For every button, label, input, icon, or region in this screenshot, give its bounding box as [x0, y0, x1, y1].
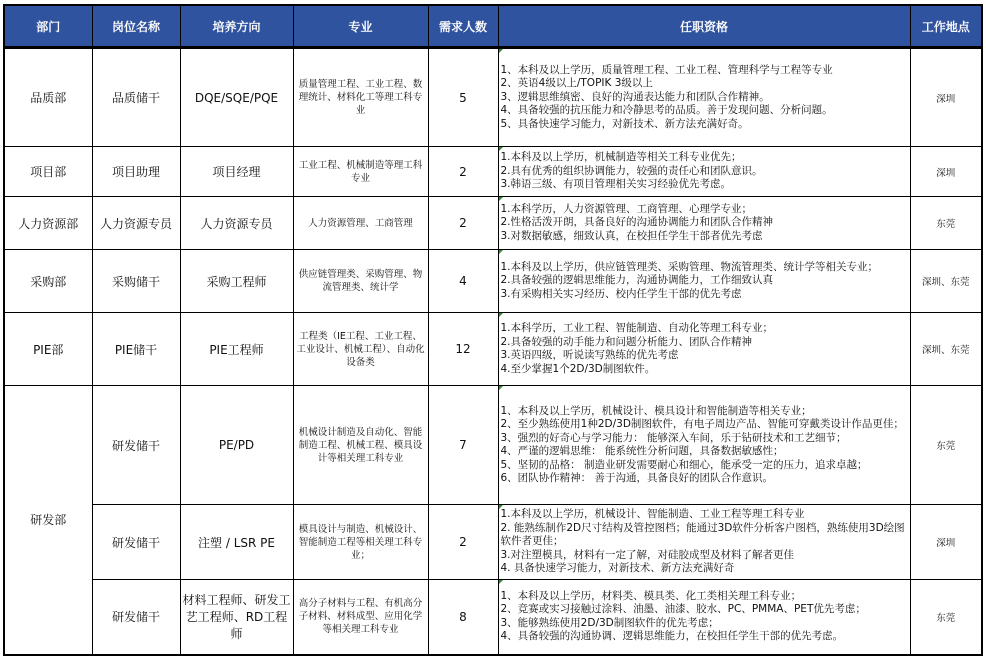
table-row: [4, 147, 982, 197]
direction-cell[interactable]: 材料工程师、研发工艺工程师、RD工程师: [180, 580, 293, 655]
location-cell[interactable]: 深圳、东莞: [910, 313, 982, 386]
location-cell[interactable]: 东莞: [910, 580, 982, 655]
qualification-line: 2、英语4级以上/TOPIK 3级以上: [500, 77, 653, 90]
count-cell[interactable]: 5: [428, 48, 498, 147]
qualification-line: 6、团队协作精神： 善于沟通，具备良好的团队合作意识。: [500, 472, 774, 484]
qualification-line: 4、具备较强的抗压能力和冷静思考的品质。善于发现问题、分析问题。: [500, 104, 833, 117]
qualification-line: 4. 具备快速学习能力，对新技术、新方法充满好奇: [500, 562, 735, 575]
qualifications-cell[interactable]: [498, 313, 910, 386]
position-cell[interactable]: 采购储干: [92, 250, 180, 313]
qualification-line: 3.对数据敏感，细致认真，在校担任学生干部者优先考虑: [500, 229, 763, 242]
location-cell[interactable]: 东莞: [910, 197, 982, 250]
position-cell[interactable]: 研发储干: [92, 505, 180, 580]
count-cell[interactable]: 2: [428, 505, 498, 580]
position-cell[interactable]: 研发储干: [92, 386, 180, 505]
table-row: [4, 386, 982, 505]
header-department[interactable]: 部门: [4, 5, 92, 48]
direction-cell[interactable]: 注塑 / LSR PE: [180, 505, 293, 580]
qualification-line: 1.本科学历，工业工程、智能制造、自动化等理工科专业；: [500, 322, 774, 334]
major-cell[interactable]: 模具设计与制造、机械设计、智能制造工程等相关理工科专业；: [293, 505, 428, 580]
qualification-line: 3.韩语三级、有项目管理相关实习经验优先考虑。: [500, 178, 732, 191]
qualification-line: 2. 能熟练制作2D尺寸结构及管控图档；能通过3D软件分析客户图档，熟练使用3D绘图软件者更佳；: [500, 521, 905, 548]
qualification-line: 2、竞赛或实习接触过涂料、油墨、油漆、胶水、PC、PMMA、PET优先考虑；: [500, 603, 866, 616]
position-cell[interactable]: 项目助理: [92, 147, 180, 197]
location-cell[interactable]: 深圳、东莞: [910, 250, 982, 313]
department-cell[interactable]: 研发部: [4, 386, 92, 655]
major-cell[interactable]: 高分子材料与工程、有机高分子材料、材料成型、应用化学等相关理工科专业: [293, 580, 428, 655]
qualification-line: 3.对注塑模具，材料有一定了解，对硅胶成型及材料了解者更佳: [500, 548, 795, 561]
header-major[interactable]: 专业: [293, 5, 428, 48]
qualification-line: 3.英语四级，听说读写熟练的优先考虑: [500, 349, 679, 361]
major-cell[interactable]: 人力资源管理、工商管理: [293, 197, 428, 250]
header-position[interactable]: 岗位名称: [92, 5, 180, 48]
direction-cell[interactable]: 采购工程师: [180, 250, 293, 313]
department-cell[interactable]: 采购部: [4, 250, 92, 313]
department-cell[interactable]: PIE部: [4, 313, 92, 386]
qualification-line: 4.至少掌握1个2D/3D制图软件。: [500, 362, 656, 375]
qualification-line: 1.本科及以上学历，供应链管理类、采购管理、物流管理类、统计学等相关专业；: [500, 260, 879, 273]
qualification-line: 1、本科及以上学历，机械设计、模具设计和智能制造等相关专业；: [500, 404, 812, 417]
count-cell[interactable]: 7: [428, 386, 498, 505]
header-qualifications[interactable]: 任职资格: [498, 5, 910, 48]
location-cell[interactable]: 深圳: [910, 147, 982, 197]
qualification-line: 1.本科及以上学历，机械制造等相关工科专业优先；: [500, 151, 742, 164]
position-cell[interactable]: 人力资源专员: [92, 197, 180, 250]
qualification-line: 3、强烈的好奇心与学习能力： 能够深入车间，乐于钻研技术和工艺细节；: [500, 431, 847, 444]
qualification-line: 1、本科及以上学历，质量管理工程、工业工程、管理科学与工程等专业: [500, 63, 833, 76]
qualification-line: 5、具备快速学习能力，对新技术、新方法充满好奇。: [500, 117, 749, 130]
table-row: [4, 580, 982, 655]
direction-cell[interactable]: 项目经理: [180, 147, 293, 197]
qualifications-cell[interactable]: [498, 386, 910, 505]
department-cell[interactable]: 项目部: [4, 147, 92, 197]
qualification-line: 4、具备较强的沟通协调、逻辑思维能力，在校担任学生干部的优先考虑。: [500, 630, 844, 643]
qualification-line: 2.性格活泼开朗，具备良好的沟通协调能力和团队合作精神: [500, 216, 774, 229]
table-row: [4, 505, 982, 580]
count-cell[interactable]: 2: [428, 147, 498, 197]
qualifications-cell[interactable]: [498, 197, 910, 250]
department-cell[interactable]: 品质部: [4, 48, 92, 147]
qualification-line: 2.具备较强的逻辑思维能力，沟通协调能力，工作细致认真: [500, 274, 774, 287]
header-row: [4, 5, 982, 48]
qualifications-cell[interactable]: [498, 505, 910, 580]
position-cell[interactable]: PIE储干: [92, 313, 180, 386]
department-cell[interactable]: 人力资源部: [4, 197, 92, 250]
qualifications-cell[interactable]: [498, 250, 910, 313]
count-cell[interactable]: 4: [428, 250, 498, 313]
qualification-line: 1.本科学历，人力资源管理、工商管理、心理学专业；: [500, 202, 753, 215]
location-cell[interactable]: 东莞: [910, 386, 982, 505]
header-location[interactable]: 工作地点: [910, 5, 982, 48]
count-cell[interactable]: 2: [428, 197, 498, 250]
header-count[interactable]: 需求人数: [428, 5, 498, 48]
major-cell[interactable]: 工程类（IE工程、工业工程、工业设计、机械工程）、自动化设备类: [293, 313, 428, 386]
major-cell[interactable]: 工业工程、机械制造等理工科专业: [293, 147, 428, 197]
qualification-line: 5、坚韧的品格： 制造业研发需要耐心和细心，能承受一定的压力，追求卓越；: [500, 458, 868, 471]
qualification-line: 2、至少熟练使用1种2D/3D制图软件，有电子周边产品、智能可穿戴类设计作品更佳；: [500, 418, 904, 430]
table-row: [4, 250, 982, 313]
position-cell[interactable]: 研发储干: [92, 580, 180, 655]
direction-cell[interactable]: 人力资源专员: [180, 197, 293, 250]
count-cell[interactable]: 12: [428, 313, 498, 386]
recruitment-table: [3, 4, 983, 656]
direction-cell[interactable]: DQE/SQE/PQE: [180, 48, 293, 147]
table-row: [4, 313, 982, 386]
location-cell[interactable]: 深圳: [910, 505, 982, 580]
qualifications-cell[interactable]: [498, 580, 910, 655]
qualification-line: 3、逻辑思维缜密、良好的沟通表达能力和团队合作精神。: [500, 90, 770, 103]
qualifications-cell[interactable]: [498, 147, 910, 197]
qualification-line: 4、严谨的逻辑思维： 能系统性分析问题，具备数据敏感性；: [500, 445, 784, 457]
qualifications-cell[interactable]: [498, 48, 910, 147]
location-cell[interactable]: 深圳: [910, 48, 982, 147]
qualification-line: 1、本科及以上学历，材料类、模具类、化工类相关理工科专业；: [500, 589, 802, 602]
qualification-line: 2.具备较强的动手能力和问题分析能力、团队合作精神: [500, 335, 753, 348]
qualification-line: 2.具有优秀的组织协调能力，较强的责任心和团队意识。: [500, 164, 763, 177]
major-cell[interactable]: 质量管理工程、工业工程、数理统计、材料化工等理工科专业: [293, 48, 428, 147]
count-cell[interactable]: 8: [428, 580, 498, 655]
position-cell[interactable]: 品质储干: [92, 48, 180, 147]
qualification-line: 3.有采购相关实习经历、校内任学生干部的优先考虑: [500, 287, 742, 300]
qualification-line: 1.本科及以上学历，机械设计、智能制造、工业工程等理工科专业: [500, 508, 805, 521]
table-row: [4, 48, 982, 147]
header-direction[interactable]: 培养方向: [180, 5, 293, 48]
table-row: [4, 197, 982, 250]
major-cell[interactable]: 供应链管理类、采购管理、物流管理类、统计学: [293, 250, 428, 313]
qualification-line: 3、能够熟练使用2D/3D制图软件的优先考虑；: [500, 616, 719, 629]
major-cell[interactable]: 机械设计制造及自动化、智能制造工程、机械工程、模具设计等相关理工科专业: [293, 386, 428, 505]
direction-cell[interactable]: PIE工程师: [180, 313, 293, 386]
direction-cell[interactable]: PE/PD: [180, 386, 293, 505]
